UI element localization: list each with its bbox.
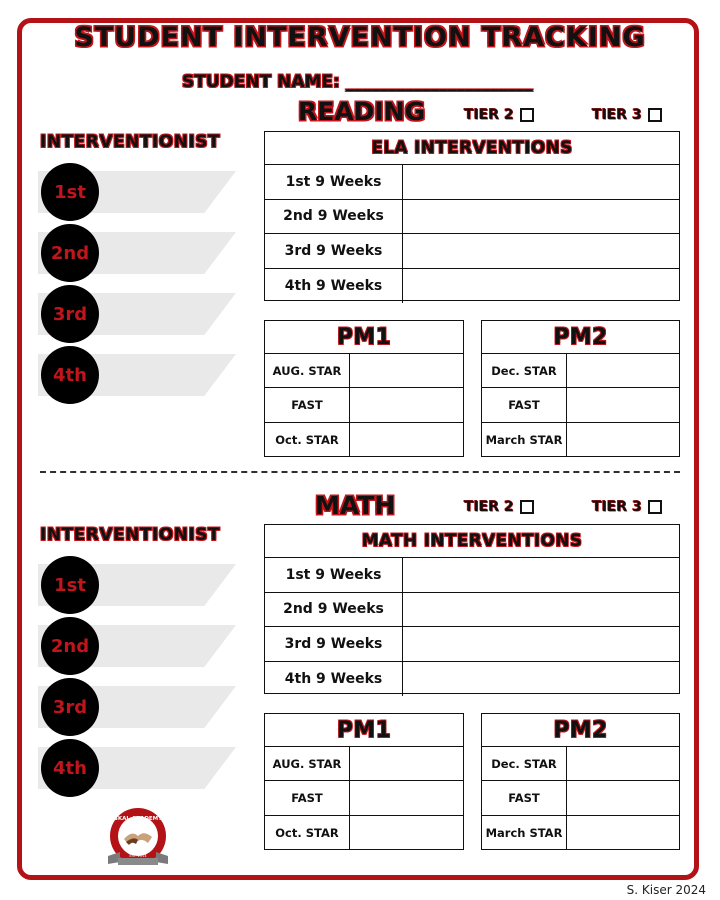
score-entry-cell[interactable] — [350, 816, 463, 850]
intervention-entry-cell[interactable] — [403, 165, 679, 199]
table-row — [265, 662, 679, 697]
math-tier2-checkbox[interactable] — [520, 500, 534, 514]
row-label: FAST — [482, 388, 567, 421]
tier3-label: TIER 3 — [592, 107, 642, 123]
table-row — [482, 781, 679, 815]
table-row — [265, 558, 679, 593]
ela-interventions-table — [264, 131, 680, 301]
reading-tier3-checkbox[interactable] — [648, 108, 662, 122]
table-row — [265, 781, 463, 815]
math-interventions-table — [264, 524, 680, 694]
table-row — [265, 200, 679, 235]
intervention-entry-cell[interactable] — [403, 627, 679, 661]
score-entry-cell[interactable] — [350, 354, 463, 387]
score-entry-cell[interactable] — [567, 354, 679, 387]
quarter-badge: 4th — [41, 346, 99, 404]
math-tier3 — [592, 499, 662, 515]
svg-text:SKAL ACADEMY: SKAL ACADEMY — [113, 816, 163, 822]
reading-pm2-table — [481, 320, 680, 457]
table-row — [265, 627, 679, 662]
table-row — [265, 165, 679, 200]
row-label: Oct. STAR — [265, 816, 350, 850]
table-row — [265, 747, 463, 781]
row-label: March STAR — [482, 816, 567, 850]
row-label: 3rd 9 Weeks — [265, 234, 403, 268]
score-entry-cell[interactable] — [350, 747, 463, 780]
intervention-entry-cell[interactable] — [403, 200, 679, 234]
quarter-badge: 1st — [41, 163, 99, 221]
math-pm2-table — [481, 713, 680, 850]
reading-heading: READING — [298, 97, 426, 126]
row-label: Dec. STAR — [482, 747, 567, 780]
table-row — [265, 269, 679, 304]
row-label: AUG. STAR — [265, 354, 350, 387]
row-label: FAST — [482, 781, 567, 814]
section-divider — [40, 471, 680, 473]
page-title: STUDENT INTERVENTION TRACKING — [74, 22, 646, 53]
table-row — [482, 388, 679, 422]
score-entry-cell[interactable] — [567, 388, 679, 421]
pm1-title: PM1 — [265, 321, 463, 354]
row-label: 2nd 9 Weeks — [265, 593, 403, 627]
score-entry-cell[interactable] — [350, 388, 463, 421]
pm2-title: PM2 — [482, 714, 679, 747]
tier3-label: TIER 3 — [592, 499, 642, 515]
math-heading: MATH — [315, 491, 396, 520]
reading-tier2-checkbox[interactable] — [520, 108, 534, 122]
table-row — [482, 816, 679, 850]
table-row — [265, 388, 463, 422]
row-label: 4th 9 Weeks — [265, 662, 403, 697]
row-label: Dec. STAR — [482, 354, 567, 387]
table-row — [265, 816, 463, 850]
intervention-entry-cell[interactable] — [403, 662, 679, 697]
row-label: AUG. STAR — [265, 747, 350, 780]
table-row — [265, 354, 463, 388]
school-logo-icon — [104, 806, 172, 870]
quarter-badge: 2nd — [41, 617, 99, 675]
quarter-badge: 3rd — [41, 678, 99, 736]
pm1-title: PM1 — [265, 714, 463, 747]
row-label: March STAR — [482, 423, 567, 457]
pm2-title: PM2 — [482, 321, 679, 354]
reading-tier2 — [464, 107, 534, 123]
quarter-badge: 3rd — [41, 285, 99, 343]
math-pm1-table — [264, 713, 464, 850]
row-label: 1st 9 Weeks — [265, 165, 403, 199]
reading-pm1-table — [264, 320, 464, 457]
intervention-entry-cell[interactable] — [403, 269, 679, 304]
student-name-label: STUDENT NAME: ______________________ — [182, 72, 533, 92]
intervention-entry-cell[interactable] — [403, 234, 679, 268]
math-tier3-checkbox[interactable] — [648, 500, 662, 514]
table-row — [265, 423, 463, 457]
row-label: 2nd 9 Weeks — [265, 200, 403, 234]
ela-interventions-title: ELA INTERVENTIONS — [265, 132, 679, 165]
row-label: Oct. STAR — [265, 423, 350, 457]
intervention-entry-cell[interactable] — [403, 558, 679, 592]
reading-tier3 — [592, 107, 662, 123]
math-tier2 — [464, 499, 534, 515]
tier2-label: TIER 2 — [464, 499, 514, 515]
row-label: 3rd 9 Weeks — [265, 627, 403, 661]
reading-interventionist-heading: INTERVENTIONIST — [40, 132, 221, 152]
score-entry-cell[interactable] — [567, 816, 679, 850]
table-row — [482, 354, 679, 388]
math-interventions-title: MATH INTERVENTIONS — [265, 525, 679, 558]
quarter-badge: 2nd — [41, 224, 99, 282]
table-row — [482, 747, 679, 781]
row-label: 1st 9 Weeks — [265, 558, 403, 592]
table-row — [265, 234, 679, 269]
intervention-entry-cell[interactable] — [403, 593, 679, 627]
row-label: FAST — [265, 781, 350, 814]
table-row — [265, 593, 679, 628]
score-entry-cell[interactable] — [567, 747, 679, 780]
svg-text:EST. 2014: EST. 2014 — [129, 854, 147, 858]
quarter-badge: 4th — [41, 739, 99, 797]
score-entry-cell[interactable] — [350, 423, 463, 457]
credit-text: S. Kiser 2024 — [626, 883, 706, 897]
row-label: FAST — [265, 388, 350, 421]
score-entry-cell[interactable] — [350, 781, 463, 814]
math-interventionist-heading: INTERVENTIONIST — [40, 525, 221, 545]
tier2-label: TIER 2 — [464, 107, 514, 123]
score-entry-cell[interactable] — [567, 781, 679, 814]
score-entry-cell[interactable] — [567, 423, 679, 457]
quarter-badge: 1st — [41, 556, 99, 614]
table-row — [482, 423, 679, 457]
row-label: 4th 9 Weeks — [265, 269, 403, 304]
